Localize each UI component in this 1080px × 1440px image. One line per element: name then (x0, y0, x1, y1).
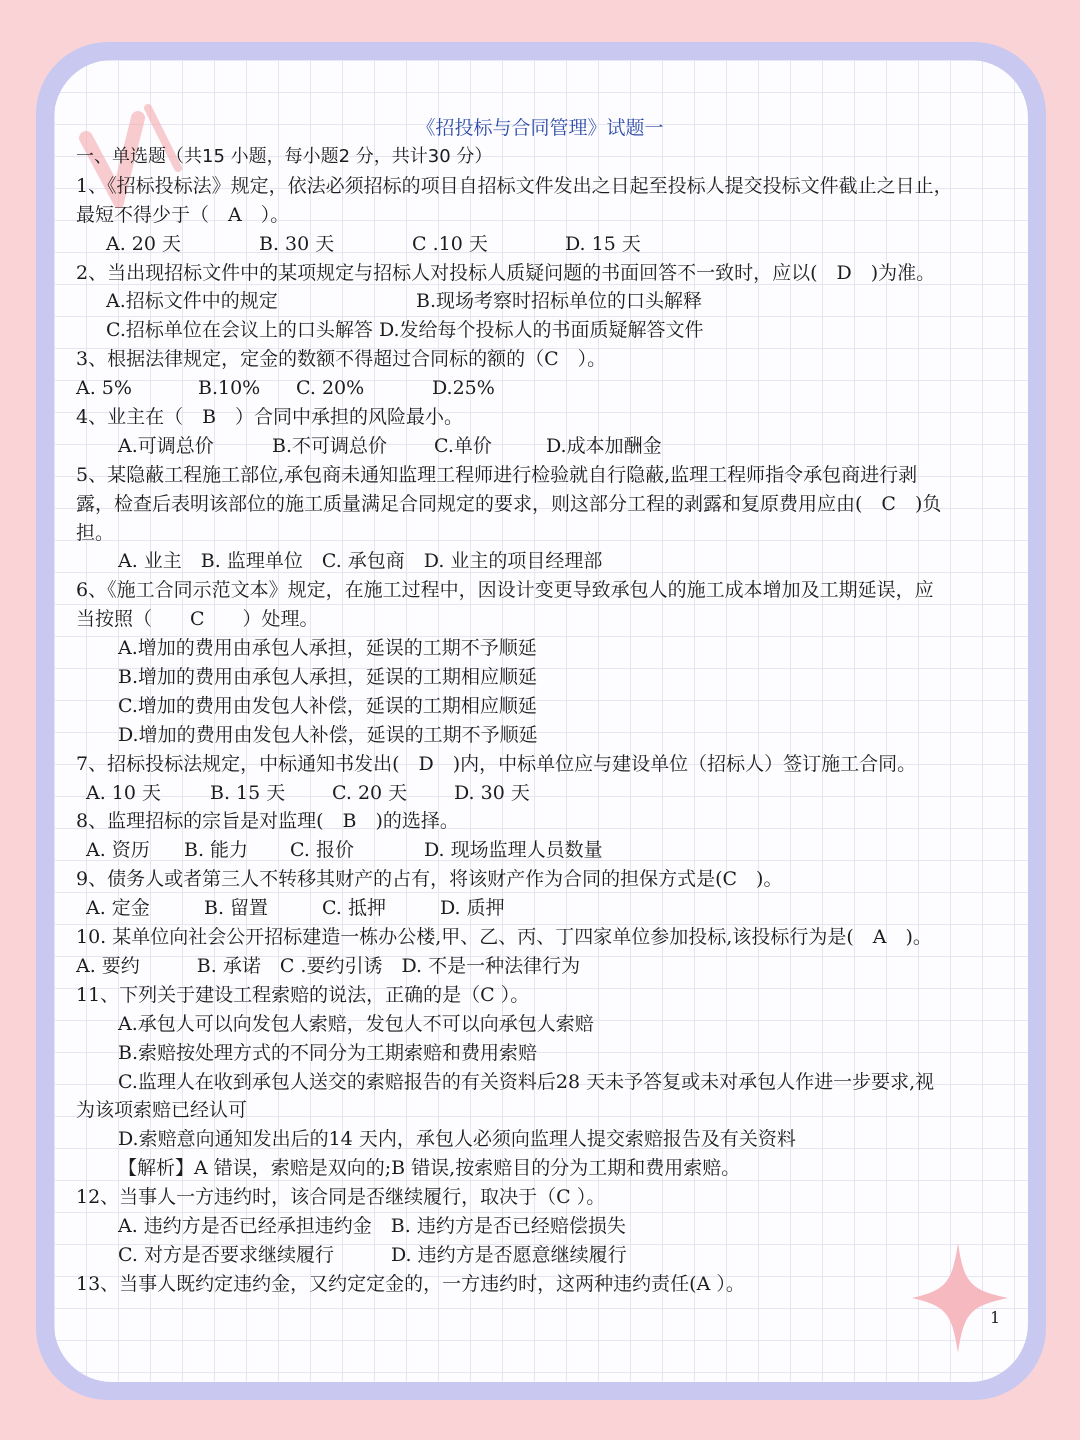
option: B. 留置 (204, 897, 269, 920)
question-7-options (76, 779, 1056, 808)
question-6: 6、《施工合同示范文本》规定，在施工过程中，因设计变更导致承包人的施工成本增加及工期延误，应 (76, 579, 934, 602)
question-13: 13、当事人既约定违约金，又约定定金的，一方违约时，这两种违约责任(A ）。 (76, 1272, 745, 1295)
document-title: 《招投标与合同管理》试题一 (416, 117, 664, 139)
question-6-option-c: C.增加的费用由发包人补偿，延误的工期相应顺延 (118, 694, 537, 717)
question-5-options: A. 业主 B. 监理单位 C. 承包商 D. 业主的项目经理部 (118, 550, 603, 573)
option: D. 15 天 (565, 232, 641, 255)
page-number: 1 (990, 1308, 1001, 1327)
question-9-options (76, 894, 1056, 923)
exam-content (76, 143, 1056, 1299)
question-1-cont: 最短不得少于（ A ）。 (76, 203, 290, 226)
option: D. 30 天 (454, 781, 530, 804)
question-11: 11、下列关于建设工程索赔的说法，正确的是（C ）。 (76, 983, 530, 1006)
question-5-cont: 露，检查后表明该部位的施工质量满足合同规定的要求，则这部分工程的剥露和复原费用应由( C )负 (76, 492, 942, 515)
option: A. 20 天 (106, 232, 182, 255)
question-1: 1、《招标投标法》规定，依法必须招标的项目自招标文件发出之日起至投标人提交投标文件截止之日止， (76, 174, 953, 197)
option: C. 抵押 (322, 897, 386, 920)
option: C.单价 (434, 434, 492, 457)
question-6-cont: 当按照（ C ）处理。 (76, 608, 319, 631)
question-3: 3、根据法律规定，定金的数额不得超过合同标的额的（C ）。 (76, 348, 607, 371)
question-12: 12、当事人一方违约时，该合同是否继续履行，取决于（C ）。 (76, 1186, 606, 1209)
option: C. 报价 (290, 839, 354, 862)
question-11-option-c: C.监理人在收到承包人送交的索赔报告的有关资料后28 天未予答复或未对承包人作进一步要求,视 (118, 1070, 935, 1093)
option: A.可调总价 (118, 434, 214, 457)
question-11-analysis: 【解析】A 错误，索赔是双向的;B 错误,按索赔目的分为工期和费用索赔。 (118, 1157, 741, 1180)
question-1-options (76, 230, 1056, 259)
question-10-options: A. 要约 B. 承诺 C .要约引诱 D. 不是一种法律行为 (76, 954, 581, 977)
question-6-option-d: D.增加的费用由发包人补偿，延误的工期不予顺延 (118, 723, 538, 746)
question-4-options (76, 432, 1056, 461)
option: A. 5% (76, 377, 132, 400)
question-12-options-ab: A. 违约方是否已经承担违约金 B. 违约方是否已经赔偿损失 (118, 1214, 626, 1237)
option: B.10% (198, 377, 261, 400)
question-8: 8、监理招标的宗旨是对监理( B )的选择。 (76, 810, 459, 833)
question-8-options (76, 836, 1056, 865)
option: A. 10 天 (86, 781, 162, 804)
question-11-option-a: A.承包人可以向发包人索赔，发包人不可以向承包人索赔 (118, 1012, 594, 1035)
option: B.现场考察时招标单位的口头解释 (416, 290, 703, 313)
option: B. 30 天 (259, 232, 335, 255)
question-2: 2、当出现招标文件中的某项规定与招标人对投标人质疑问题的书面回答不一致时，应以( D )为准。 (76, 261, 936, 284)
question-5: 5、某隐蔽工程施工部位,承包商未通知监理工程师进行检验就自行隐蔽,监理工程师指令承包商进行剥 (76, 463, 918, 486)
option: A. 定金 (86, 897, 150, 920)
option: C. 20 天 (332, 781, 408, 804)
question-4: 4、业主在（ B ）合同中承担的风险最小。 (76, 406, 464, 429)
option: A.招标文件中的规定 (106, 290, 278, 313)
question-11-option-d: D.索赔意向通知发出后的14 天内，承包人必须向监理人提交索赔报告及有关资料 (118, 1128, 796, 1151)
question-6-option-a: A.增加的费用由承包人承担，延误的工期不予顺延 (118, 637, 537, 660)
question-11-option-b: B.索赔按处理方式的不同分为工期索赔和费用索赔 (118, 1041, 538, 1064)
question-3-options (76, 374, 1056, 403)
question-10: 10. 某单位向社会公开招标建造一栋办公楼,甲、乙、丙、丁四家单位参加投标,该投标行为是( A )。 (76, 926, 932, 949)
question-11-option-c-cont: 为该项索赔已经认可 (76, 1099, 248, 1122)
question-9: 9、债务人或者第三人不转移其财产的占有，将该财产作为合同的担保方式是(C )。 (76, 868, 783, 891)
option: D. 质押 (440, 897, 505, 920)
question-6-option-b: B.增加的费用由承包人承担，延误的工期相应顺延 (118, 666, 538, 689)
option: C .10 天 (412, 232, 488, 255)
option: B.不可调总价 (272, 434, 388, 457)
question-2-options-ab (76, 287, 1056, 316)
option: D. 现场监理人员数量 (424, 839, 603, 862)
question-5-cont: 担。 (76, 521, 115, 544)
option: D.成本加酬金 (546, 434, 662, 457)
option: D.25% (432, 377, 495, 400)
question-12-options-cd: C. 对方是否要求继续履行 D. 违约方是否愿意继续履行 (118, 1243, 627, 1266)
section-heading: 一、单选题（共15 小题，每小题2 分，共计30 分） (76, 146, 493, 167)
option: C. 20% (296, 377, 365, 400)
question-2-options-cd: C.招标单位在会议上的口头解答 D.发给每个投标人的书面质疑解答文件 (106, 319, 704, 342)
option: B. 15 天 (210, 781, 286, 804)
option: B. 能力 (184, 839, 249, 862)
question-7: 7、招标投标法规定，中标通知书发出( D )内，中标单位应与建设单位（招标人）签订施工合同。 (76, 752, 917, 775)
option: A. 资历 (86, 839, 150, 862)
